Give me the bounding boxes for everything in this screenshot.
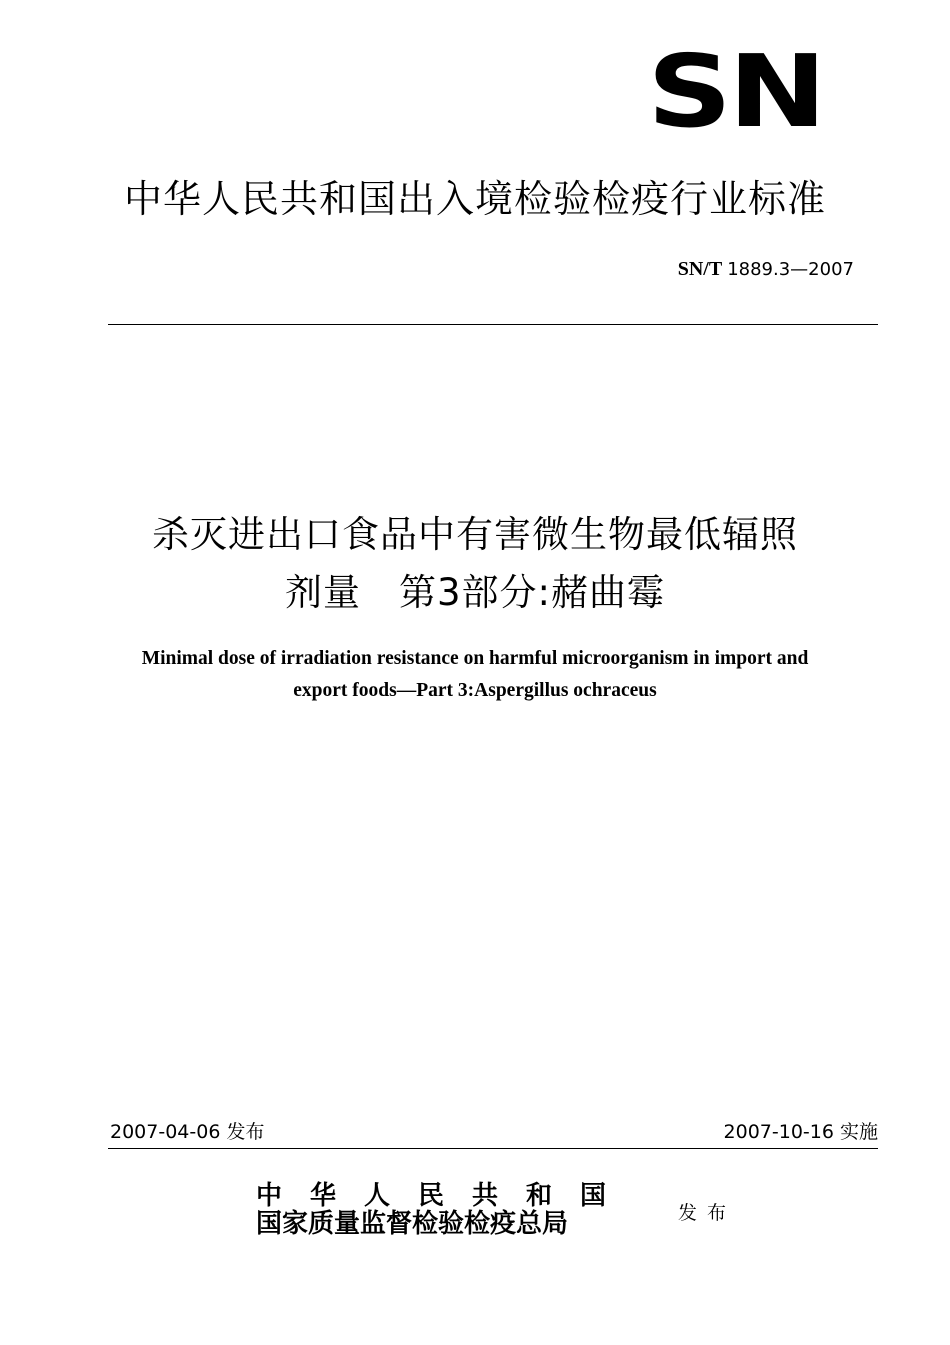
issue-date: 2007-04-06 发布 (110, 1121, 265, 1143)
standard-prefix: SN/T (677, 258, 723, 280)
english-title-line-1: Minimal dose of irradiation resistance on harmful microorganism in import and (141, 648, 809, 669)
english-title-line-2: export foods—Part 3:Aspergillus ochraceus (293, 680, 657, 701)
chinese-title-line-1: 杀灭进出口食品中有害微生物最低辐照 (152, 513, 798, 556)
publish-label: 发布 (678, 1202, 737, 1224)
authority-line-2: 国家质量监督检验检疫总局 (256, 1209, 569, 1239)
issuer-title: 中华人民共和国出入境检验检疫行业标准 (123, 177, 826, 221)
standard-number (678, 258, 854, 281)
authority-line-1: 中华人民共和国 (256, 1181, 635, 1211)
chinese-title-line-2: 剂量 第3部分:赭曲霉 (284, 571, 665, 614)
sn-logo: SN (647, 32, 823, 150)
bottom-divider (108, 1148, 878, 1149)
top-divider (108, 324, 878, 325)
implementation-date: 2007-10-16 实施 (723, 1121, 878, 1143)
standard-code: 1889.3—2007 (727, 259, 854, 280)
